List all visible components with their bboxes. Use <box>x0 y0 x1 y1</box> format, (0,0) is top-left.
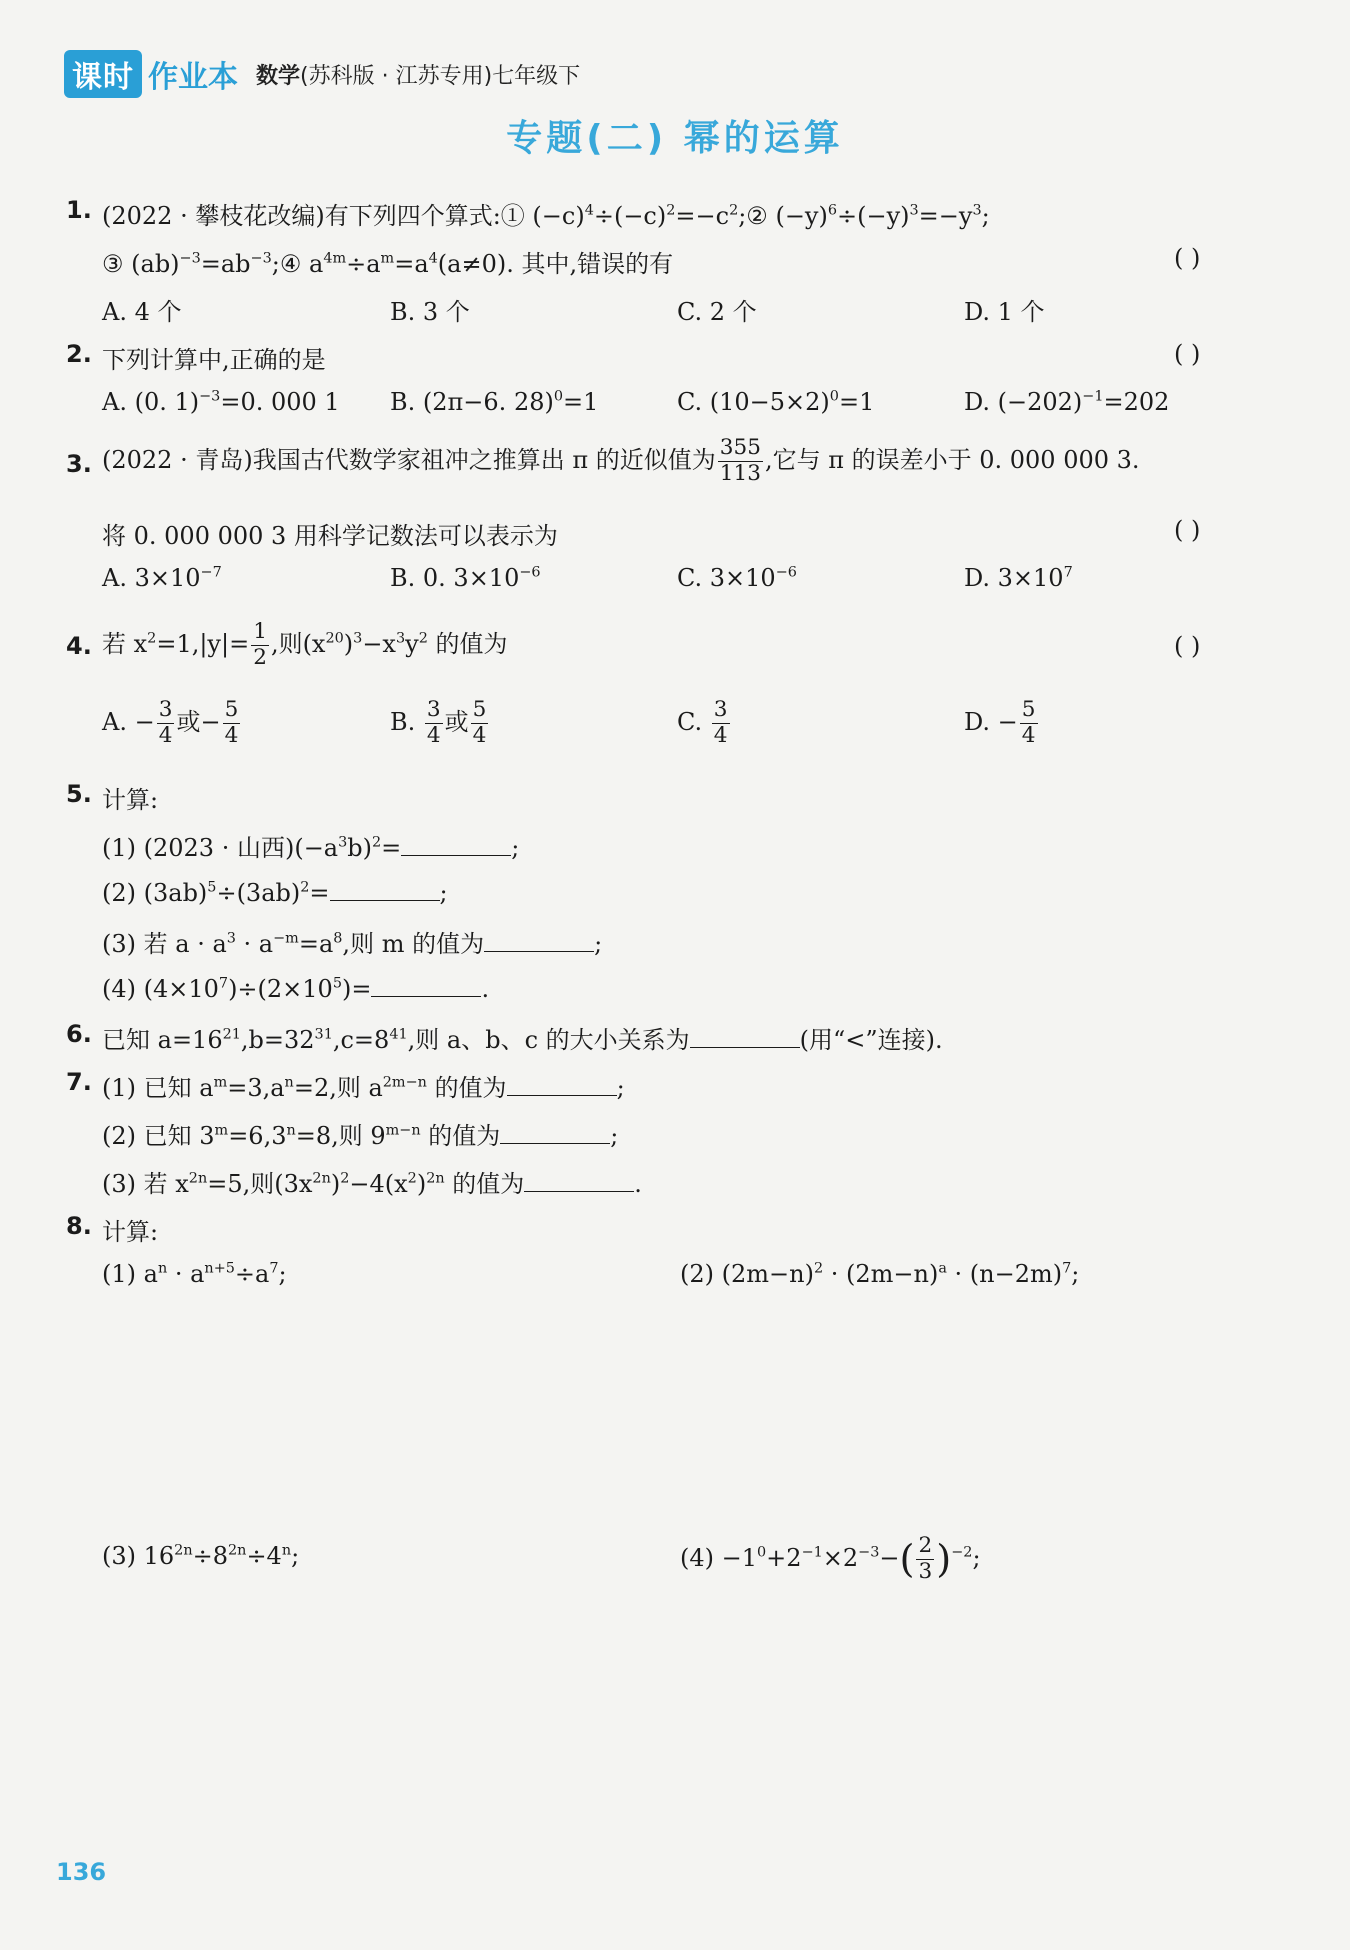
workbook-page: 课时 作业本 数学(苏科版 · 江苏专用)七年级下 专题(二) 幂的运算 1. (2022 · 攀枝花改编)有下列四个算式:① $(-c)^4\div(-c)^2=-c^2;②$ $(-y)^6\div(-y)^3=-y^3$; ③ $(ab)^{-3}=ab^{-3};④$ $a^{4m}\div a^m=a^4(a\ne 0)$. 其中,错误的有 ( ) A. 4 个 B. 3 个 C. 2 个 D. 1 个 2. 下列计算中,正确的是 ( ) A. (0. 1)$^{-3}$=0. 000 1 B. (2π−6. 28)$^0$=1 C. $(10-5\times 2)^0=1$ D. $(-202)^{-1}=202$ 3. (2022 · 青岛)我国古代数学家祖冲之推算出 π 的近似值为 $\frac{355}{113}$ ,它与 π 的误差小于 0. 000 000 3. 将 0. 000 000 3 用科学记数法可以表示为 ( ) A. $3\times 10^{-7}$ B. 0. $3\times 10^{-6}$ C. $3\times 10^{-6}$ D. $3\times 10^7$ 4. 若 $x^2=1,|y|=$ $\frac{1}{2}$ ,则$(x^{20})^3-x^3y^2$ 的值为 ( ) A. − $\frac{3}{4}$ 或− $\frac{5}{4}$ B. $\frac{3}{4}$ 或 $\frac{5}{4}$ C. $\frac{3}{4}$ D. − $\frac{5}{4}$ 5. 计算: (1) (2023 · 山西)$(-a^3b)^2=$ ; (2) $(3ab)^5\div(3ab)^2=$ ; (3) 若 $a \cdot a^3 \cdot a^{-m}=a^8$,则 m 的值为 ; (4) $(4\times 10^7)\div(2\times 10^5)=$ . 6. 已知 $a=16^{21},b=32^{31},c=8^{41}$,则 a、b、c 的大小关系为 (用“<”连接). 7. (1) 已知 $a^m=3,a^n=2$,则 $a^{2m-n}$ 的值为 ; (2) 已知 $3^m=6,3^n=8$,则 $9^{m-n}$ 的值为 ; (3) 若 $x^{2n}=5$,则$(3x^{2n})^2-4(x^2)^{2n}$ 的值为 . 8. 计算: (1) $a^n \cdot a^{n+5}\div a^7$; (2) $(2m-n)^2 \cdot (2m-n)^a \cdot (n-2m)^7$; (3) $16^{2n}\div 8^{2n}\div 4^n$; $(4) -1^0+2^{-1}\times 2^{-3}-$( $\frac{2}{3}$ )$^{-2}$; 136 <box>0 0 1350 1950</box>
option-c[interactable]: C. 2 个 <box>677 298 757 326</box>
option-d[interactable]: D. $3\times 10^7$ <box>964 564 1073 592</box>
fill-blank[interactable] <box>484 927 594 952</box>
option-b[interactable]: B. 3 个 <box>390 298 470 326</box>
question-8-part1: (1) $a^n \cdot a^{n+5}\div a^7$; <box>102 1260 287 1288</box>
answer-bracket[interactable]: ( ) <box>1174 244 1201 272</box>
answer-bracket[interactable]: ( ) <box>1174 516 1201 544</box>
fill-blank[interactable] <box>371 972 481 997</box>
fill-blank[interactable] <box>690 1023 800 1048</box>
fill-blank[interactable] <box>500 1119 610 1144</box>
option-a[interactable]: A. 4 个 <box>102 298 182 326</box>
series-name: 作业本 <box>148 60 238 95</box>
option-c[interactable]: C. $(10-5\times 2)^0=1$ <box>677 388 875 416</box>
answer-bracket[interactable]: ( ) <box>1174 632 1201 660</box>
option-d[interactable]: D. − $\frac{5}{4}$ <box>964 697 1036 748</box>
logo: 课时 <box>64 50 142 98</box>
fill-blank[interactable] <box>401 831 511 856</box>
fill-blank[interactable] <box>330 876 440 901</box>
option-a[interactable]: A. $3\times 10^{-7}$ <box>102 564 222 592</box>
fill-blank[interactable] <box>507 1071 617 1096</box>
question-8-part3: (3) $16^{2n}\div 8^{2n}\div 4^n$; <box>102 1542 300 1570</box>
option-a[interactable]: A. − $\frac{3}{4}$ 或− $\frac{5}{4}$ <box>102 697 239 748</box>
page-title: 专题(二) 幂的运算 <box>506 118 844 159</box>
option-b[interactable]: B. (2π−6. 28)$^0$=1 <box>390 388 599 416</box>
option-d[interactable]: D. $(-202)^{-1}=202$ <box>964 388 1170 416</box>
fraction: $\frac{355}{113}$ <box>719 435 761 486</box>
question-8-part4: $(4) -1^0+2^{-1}\times 2^{-3}-$( $\frac{2}{3}$ )$^{-2}$; <box>680 1533 981 1584</box>
subject-label: 数学(苏科版 · 江苏专用)七年级下 <box>256 63 581 89</box>
option-a[interactable]: A. (0. 1)$^{-3}$=0. 000 1 <box>102 388 340 416</box>
option-b[interactable]: B. 0. $3\times 10^{-6}$ <box>390 564 541 592</box>
option-d[interactable]: D. 1 个 <box>964 298 1045 326</box>
option-c[interactable]: C. $\frac{3}{4}$ <box>677 697 728 748</box>
fill-blank[interactable] <box>524 1167 634 1192</box>
option-b[interactable]: B. $\frac{3}{4}$ 或 $\frac{5}{4}$ <box>390 697 487 748</box>
answer-bracket[interactable]: ( ) <box>1174 340 1201 368</box>
page-number: 136 <box>56 1858 107 1886</box>
header-brand <box>64 50 580 98</box>
question-8-part2: (2) $(2m-n)^2 \cdot (2m-n)^a \cdot (n-2m)^7$; <box>680 1260 1080 1288</box>
option-c[interactable]: C. $3\times 10^{-6}$ <box>677 564 797 592</box>
